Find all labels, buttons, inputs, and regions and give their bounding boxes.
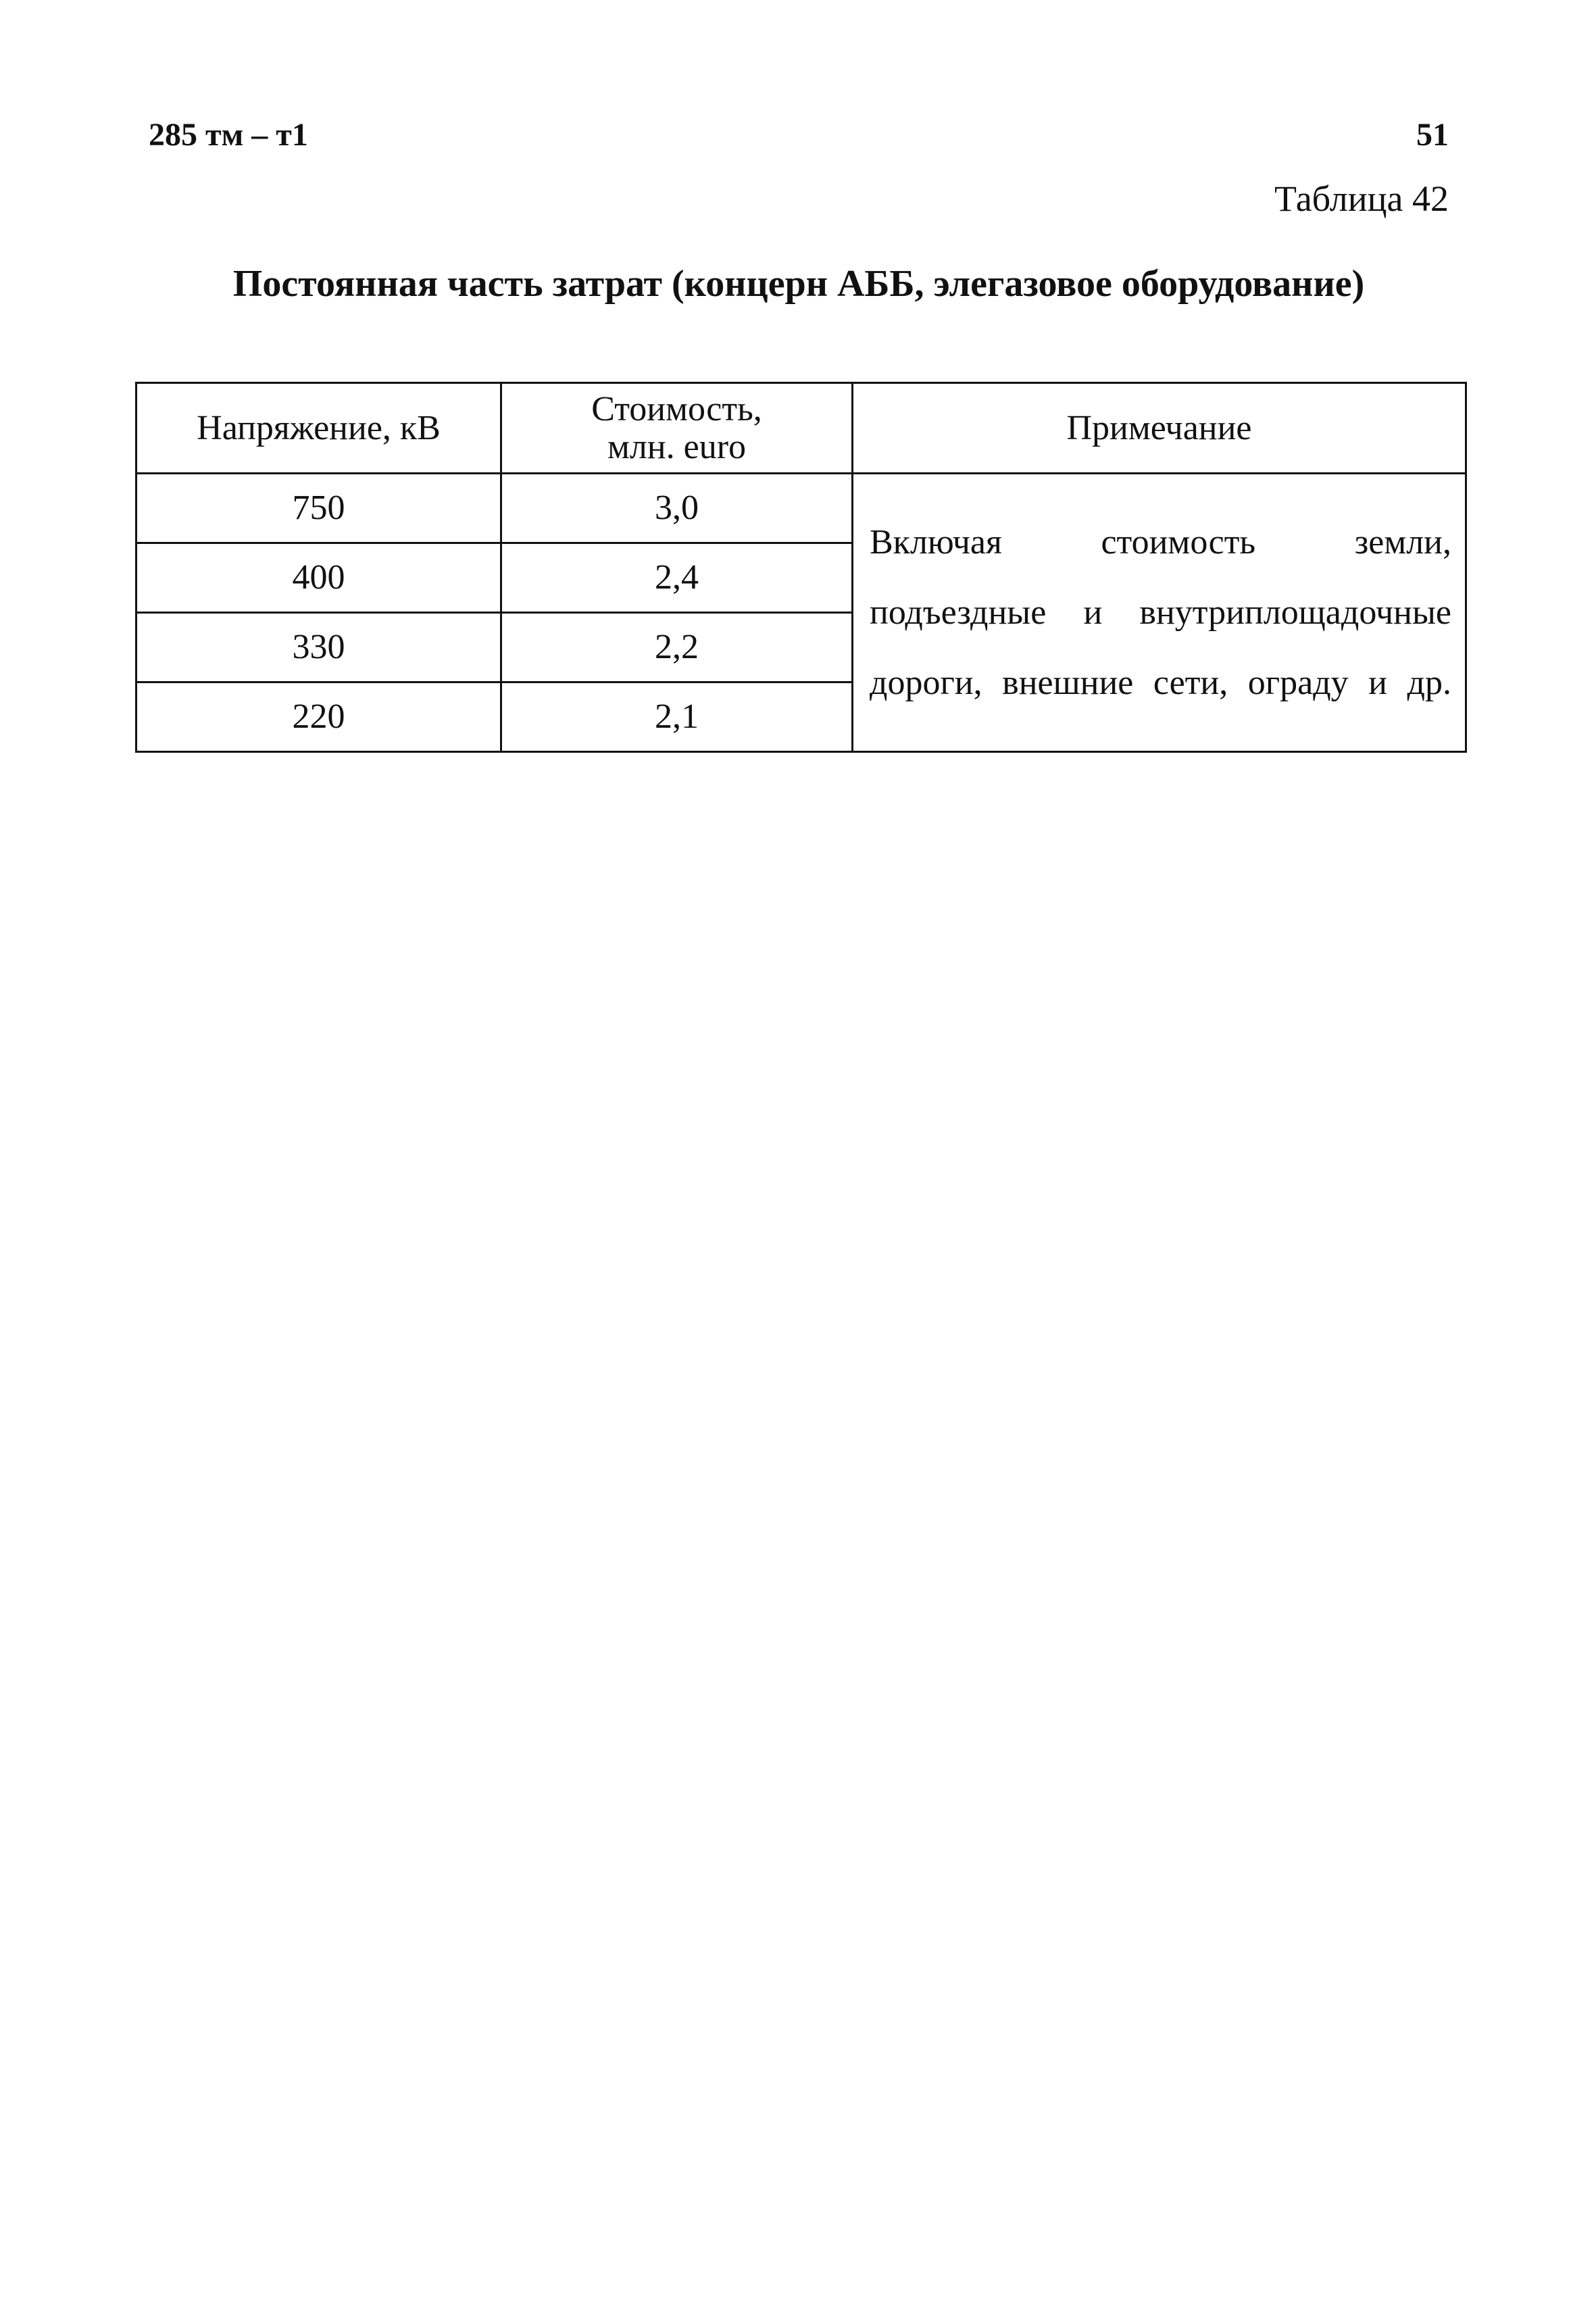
voltage-cell: 400 [136,543,501,613]
table-header-row [136,383,1466,474]
note-line: подъездные и внутриплощадочные [870,593,1451,632]
column-header-cost-line2: млн. euro [607,427,747,466]
cost-cell: 2,1 [501,682,853,752]
document-code: 285 тм – т1 [149,117,308,153]
cost-cell: 2,2 [501,613,853,682]
column-header-cost-line1: Стоимость, [591,389,762,428]
voltage-cell: 750 [136,474,501,543]
note-cell [853,474,1466,752]
note-line: Включая стоимость земли, [870,522,1451,562]
table-label: Таблица 42 [1274,178,1449,219]
cost-cell: 3,0 [501,474,853,543]
voltage-cell: 330 [136,613,501,682]
cost-table [135,382,1467,753]
table-row [136,474,1466,543]
page-number: 51 [1416,117,1449,153]
column-header-voltage: Напряжение, кВ [136,383,501,474]
table-title: Постоянная часть затрат (концерн АББ, элегазовое оборудование) [232,263,1365,305]
voltage-cell: 220 [136,682,501,752]
cost-cell: 2,4 [501,543,853,613]
note-line: дороги, внешние сети, ограду и др. [870,663,1451,702]
column-header-note: Примечание [853,383,1466,474]
column-header-cost [501,383,853,474]
